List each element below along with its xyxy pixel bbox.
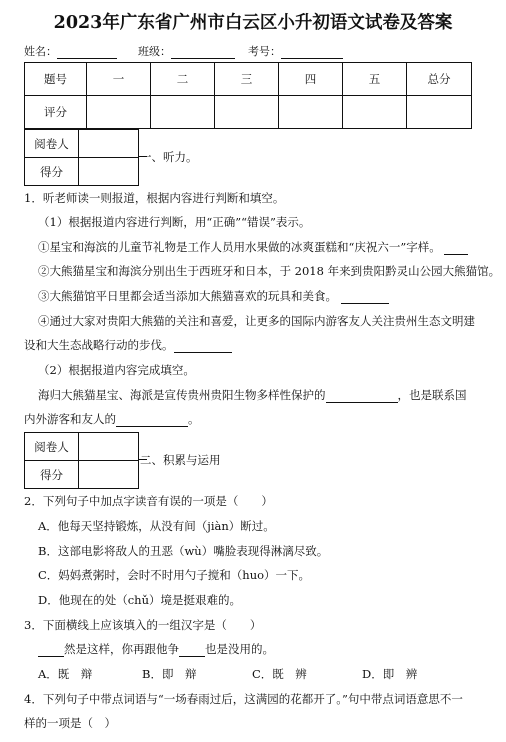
reviewer-label: 阅卷人 xyxy=(25,130,79,158)
statement-4-line-1: ④通过大家对贵阳大熊猫的关注和喜爱，让更多的国际内游客友人关注贵州生态文明建 xyxy=(38,314,475,328)
score-label: 得分 xyxy=(25,158,79,186)
class-label: 班级： xyxy=(138,45,171,58)
question-3: 3．下面横线上应该填入的一组汉字是（ ） xyxy=(24,618,262,632)
score-table-header: 三 xyxy=(215,63,279,96)
q3-option-b: B．即 辩 xyxy=(142,667,197,681)
score-table-header: 总分 xyxy=(407,63,472,96)
score-cell xyxy=(407,96,472,129)
fill-line-1: 海归大熊猫星宝、海派是宣传贵州贵阳生物多样性保护的 ，也是联系国 xyxy=(38,388,467,402)
exam-no-blank xyxy=(281,46,343,59)
question-4-line-1: 4．下列句子中带点词语与“一场春雨过后，这满园的花都开了。”句中带点词语意思不一 xyxy=(24,692,463,706)
reviewer-cell xyxy=(79,130,139,158)
score-table xyxy=(24,62,472,129)
question-1-part-2: （2）根据报道内容完成填空。 xyxy=(38,363,195,377)
reviewer-label: 阅卷人 xyxy=(25,433,79,461)
name-blank xyxy=(57,46,117,59)
statement-2: ②大熊猫星宝和海滨分别出生于西班牙和日本，于 2018 年来到贵阳黔灵山公园大熊猫馆。 xyxy=(38,264,501,278)
score-row-label: 评分 xyxy=(25,96,87,129)
score-cell xyxy=(343,96,407,129)
student-info-row xyxy=(24,43,343,59)
page-title: 2023年广东省广州市白云区小升初语文试卷及答案 xyxy=(53,13,453,33)
score-cell xyxy=(79,158,139,186)
question-4-line-2: 样的一项是（ ） xyxy=(24,716,116,730)
statement-1: ①星宝和海滨的儿童节礼物是工作人员用水果做的冰爽蛋糕和“庆祝六一”字样。 xyxy=(38,239,468,255)
q2-option-d: D．他现在的处（chǔ）境是挺艰难的。 xyxy=(38,593,241,607)
statement-4-line-2: 设和大生态战略行动的步伐。 xyxy=(24,337,232,353)
score-table-header: 二 xyxy=(151,63,215,96)
score-cell xyxy=(151,96,215,129)
question-2: 2．下列句子中加点字读音有误的一项是（ ） xyxy=(24,494,273,508)
question-1-part-1: （1）根据报道内容进行判断，用“正确”“错误”表示。 xyxy=(38,215,311,229)
reviewer-cell xyxy=(79,433,139,461)
score-table-header-row xyxy=(25,63,472,96)
score-cell xyxy=(87,96,151,129)
q2-option-a: A．他每天坚持锻炼，从没有间（jiàn）断过。 xyxy=(38,519,275,533)
score-table-header: 五 xyxy=(343,63,407,96)
statement-3: ③大熊猫馆平日里都会适当添加大熊猫喜欢的玩具和美食。 xyxy=(38,288,389,304)
score-cell xyxy=(279,96,343,129)
grader-box-2 xyxy=(24,432,139,489)
section-heading-1: 一、听力。 xyxy=(140,150,198,164)
score-cell xyxy=(215,96,279,129)
q3-option-a: A．既 辩 xyxy=(38,667,93,681)
q2-option-b: B．这部电影将敌人的丑恶（wù）嘴脸表现得淋漓尽致。 xyxy=(38,544,329,558)
name-label: 姓名： xyxy=(24,45,57,58)
score-table-row xyxy=(25,96,472,129)
q3-sentence: 然是这样，你再跟他争 也是没用的。 xyxy=(38,641,274,657)
fill-line-2: 内外游客和友人的 。 xyxy=(24,412,200,426)
q2-option-c: C．妈妈煮粥时，会时不时用勺子搅和（huo）一下。 xyxy=(38,568,311,582)
score-table-header: 一 xyxy=(87,63,151,96)
question-1: 1．听老师读一则报道，根据内容进行判断和填空。 xyxy=(24,191,285,205)
q3-option-c: C．既 辨 xyxy=(252,667,307,681)
class-blank xyxy=(171,46,235,59)
section-heading-2: 二、积累与运用 xyxy=(140,453,221,467)
score-table-header: 四 xyxy=(279,63,343,96)
score-label: 得分 xyxy=(25,461,79,489)
grader-box-1 xyxy=(24,129,139,186)
q3-option-d: D．即 辨 xyxy=(362,667,418,681)
score-table-header: 题号 xyxy=(25,63,87,96)
exam-no-label: 考号： xyxy=(248,45,281,58)
score-cell xyxy=(79,461,139,489)
